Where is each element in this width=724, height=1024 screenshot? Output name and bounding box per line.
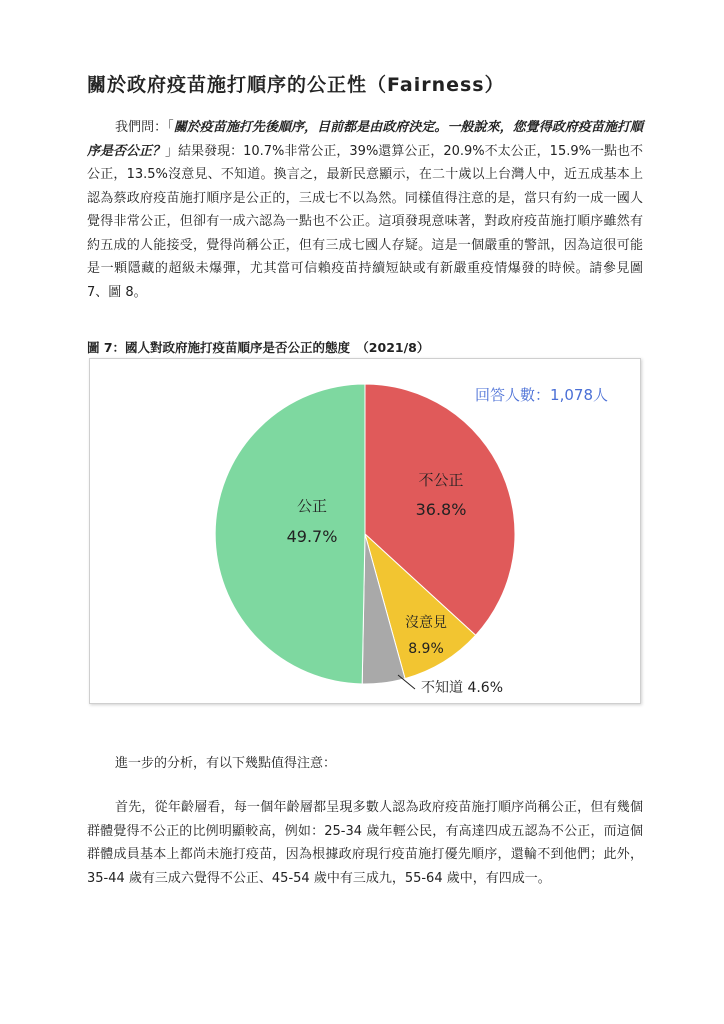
pie-chart-frame	[89, 358, 641, 704]
intro-paragraph	[87, 116, 643, 304]
pie-chart	[90, 359, 640, 703]
slice-label-no-opinion: 沒意見	[405, 615, 447, 631]
slice-label-fair: 公正	[296, 497, 328, 515]
respondent-count: 回答人數：1,078人	[475, 386, 608, 404]
intro-findings: 」結果發現：10.7%非常公正，39%還算公正，20.9%不太公正，15.9%一點也不公正，13.5%沒意見、不知道。換言之，最新民意顯示，在二十歲以上台灣人中，近五成基本上認為蔡政府疫苗施打順序是公正的，三成七不以為然。同樣值得注意的是，當只有約一成一國人覺得非常公正，但卻有一成六認為一點也不公正。這項發現意味著，對政府疫苗施打順序雖然有約五成的人能接受，覺得尚稱公正，但有三成七國人存疑。這是一個嚴重的警訊，因為這很可能是一顆隱藏的超級未爆彈，尤其當可信賴疫苗持續短缺或有新嚴重疫情爆發的時候。請參見圖 7、圖 8。	[87, 143, 643, 300]
analysis-intro: 進一步的分析，有以下幾點值得注意：	[115, 756, 337, 771]
slice-value-unfair: 36.8%	[415, 500, 467, 519]
section-title: 關於政府疫苗施打順序的公正性（Fairness）	[87, 74, 505, 96]
age-analysis-paragraph: 首先，從年齡層看，每一個年齡層都呈現多數人認為政府疫苗施打順序尚稱公正，但有幾個群體覺得不公正的比例明顯較高，例如：25-34 歲年輕公民，有高達四成五認為不公正，而這個群體成員基本上都尚未施打疫苗，因為根據政府現行疫苗施打優先順序，還輪不到他們；此外，35-44 歲有三成六覺得不公正、45-54 歲中有三成九，55-64 歲中，有四成一。	[87, 800, 643, 886]
slice-label-dont-know: 不知道 4.6%	[421, 680, 504, 696]
slice-value-fair: 49.7%	[286, 527, 338, 546]
survey-question: 關於疫苗施打先後順序，目前都是由政府決定。一般說來，您覺得政府疫苗施打順序是否公正？	[87, 120, 643, 159]
slice-label-unfair: 不公正	[418, 471, 464, 489]
figure-caption: 圖 7：國人對政府施打疫苗順序是否公正的態度 （2021/8）	[87, 340, 430, 355]
slice-value-no-opinion: 8.9%	[408, 641, 444, 657]
intro-lead: 我們問：「	[115, 120, 174, 135]
